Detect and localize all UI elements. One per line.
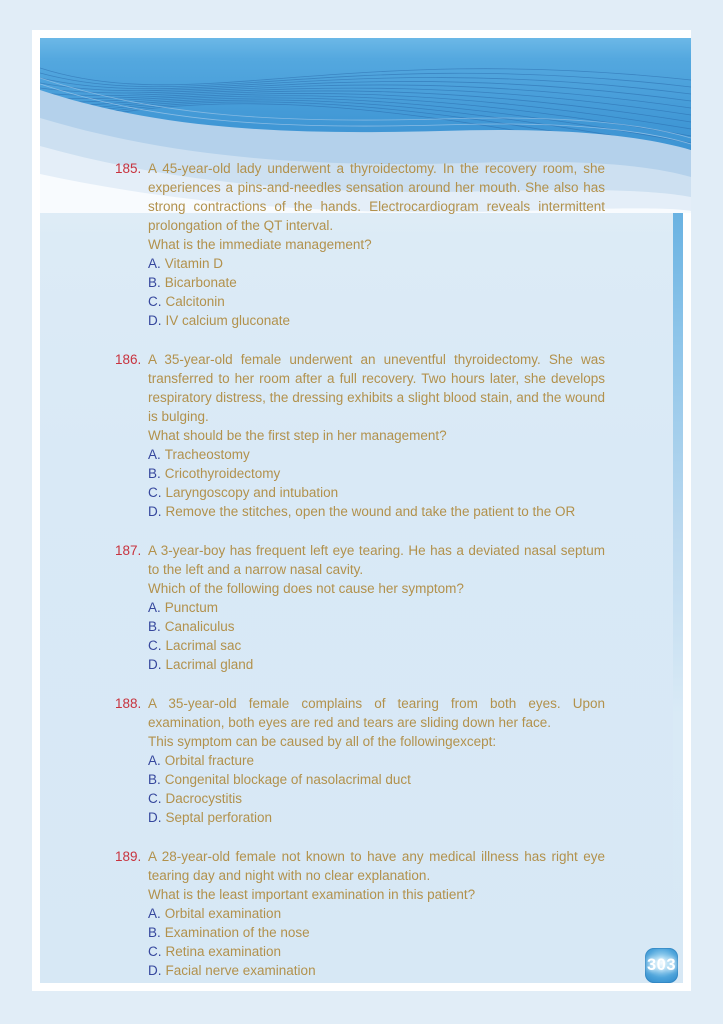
option-text: Congenital blockage of nasolacrimal duct	[164, 772, 411, 787]
option-letter: A.	[148, 753, 161, 768]
answer-option-b	[148, 770, 605, 789]
answer-option-c	[148, 636, 605, 655]
question-body	[148, 541, 605, 674]
answer-option-b	[148, 923, 605, 942]
option-letter: C.	[148, 294, 162, 309]
question-number: 185.	[115, 161, 142, 176]
option-text: Orbital examination	[164, 906, 282, 921]
option-text: Vitamin D	[164, 256, 224, 271]
option-text: Punctum	[164, 600, 219, 615]
option-letter: D.	[148, 657, 162, 672]
answer-option-a	[148, 598, 605, 617]
question-stem: A 45-year-old lady underwent a thyroidectomy. In the recovery room, she experiences a pins-and-needles sensation around her mouth. She also has strong contractions of the hands. Electrocardiogram reveals intermittent prolongation of the QT interval.	[148, 161, 605, 233]
answer-option-b	[148, 617, 605, 636]
question-list	[115, 159, 605, 980]
option-letter: D.	[148, 963, 162, 978]
option-text: Cricothyroidectomy	[164, 466, 281, 481]
option-letter: A.	[148, 600, 161, 615]
question-body	[148, 847, 605, 980]
question-prompt: Which of the following does not cause her symptom?	[148, 581, 464, 596]
answer-option-c	[148, 483, 605, 502]
question-body	[148, 159, 605, 330]
option-text: Orbital fracture	[164, 753, 255, 768]
answer-option-b	[148, 273, 605, 292]
option-letter: C.	[148, 791, 162, 806]
question-number: 186.	[115, 352, 142, 367]
option-letter: B.	[148, 619, 161, 634]
option-text: Bicarbonate	[164, 275, 237, 290]
option-text: Calcitonin	[165, 294, 225, 309]
question-number: 189.	[115, 849, 142, 864]
option-letter: B.	[148, 772, 161, 787]
option-text: Septal perforation	[165, 810, 273, 825]
question-186	[115, 350, 605, 521]
answer-option-c	[148, 942, 605, 961]
option-letter: B.	[148, 275, 161, 290]
option-text: Facial nerve examination	[165, 963, 316, 978]
option-letter: C.	[148, 485, 162, 500]
answer-option-d	[148, 808, 605, 827]
option-text: Dacrocystitis	[165, 791, 243, 806]
option-letter: A.	[148, 906, 161, 921]
option-text: Retina examination	[165, 944, 282, 959]
option-text: Lacrimal gland	[165, 657, 254, 672]
option-letter: C.	[148, 638, 162, 653]
question-prompt: What should be the first step in her management?	[148, 428, 447, 443]
question-stem: A 35-year-old female underwent an uneventful thyroidectomy. She was transferred to her room after a full recovery. Two hours later, she develops respiratory distress, the dressing exhibits a slight blood stain, and the wound is bulging.	[148, 352, 605, 424]
option-letter: D.	[148, 810, 162, 825]
option-text: Lacrimal sac	[165, 638, 242, 653]
option-text: Tracheostomy	[164, 447, 250, 462]
answer-option-a	[148, 254, 605, 273]
question-stem: A 3-year-boy has frequent left eye tearing. He has a deviated nasal septum to the left and a narrow nasal cavity.	[148, 543, 605, 577]
question-stem: A 35-year-old female complains of tearing from both eyes. Upon examination, both eyes are red and tears are sliding down her face.	[148, 696, 605, 730]
option-text: IV calcium gluconate	[165, 313, 291, 328]
page-number-badge: 303	[645, 948, 678, 983]
answer-option-d	[148, 502, 605, 521]
question-188	[115, 694, 605, 827]
question-189	[115, 847, 605, 980]
question-prompt: What is the immediate management?	[148, 237, 372, 252]
answer-option-d	[148, 655, 605, 674]
option-letter: D.	[148, 504, 162, 519]
answer-option-d	[148, 961, 605, 980]
question-body	[148, 694, 605, 827]
option-letter: B.	[148, 466, 161, 481]
question-187	[115, 541, 605, 674]
answer-option-c	[148, 292, 605, 311]
question-prompt: This symptom can be caused by all of the followingexcept:	[148, 734, 497, 749]
question-body	[148, 350, 605, 521]
option-text: Examination of the nose	[164, 925, 310, 940]
question-prompt: What is the least important examination in this patient?	[148, 887, 476, 902]
answer-option-d	[148, 311, 605, 330]
option-letter: B.	[148, 925, 161, 940]
answer-option-a	[148, 751, 605, 770]
answer-option-c	[148, 789, 605, 808]
option-text: Laryngoscopy and intubation	[165, 485, 339, 500]
option-text: Remove the stitches, open the wound and take the patient to the OR	[165, 504, 576, 519]
question-number: 187.	[115, 543, 142, 558]
page-frame	[32, 30, 691, 991]
option-letter: A.	[148, 447, 161, 462]
option-letter: C.	[148, 944, 162, 959]
question-number: 188.	[115, 696, 142, 711]
answer-option-a	[148, 445, 605, 464]
answer-option-b	[148, 464, 605, 483]
option-letter: D.	[148, 313, 162, 328]
question-185	[115, 159, 605, 330]
answer-option-a	[148, 904, 605, 923]
option-text: Canaliculus	[164, 619, 235, 634]
option-letter: A.	[148, 256, 161, 271]
question-stem: A 28-year-old female not known to have any medical illness has right eye tearing day and night with no clear explanation.	[148, 849, 605, 883]
